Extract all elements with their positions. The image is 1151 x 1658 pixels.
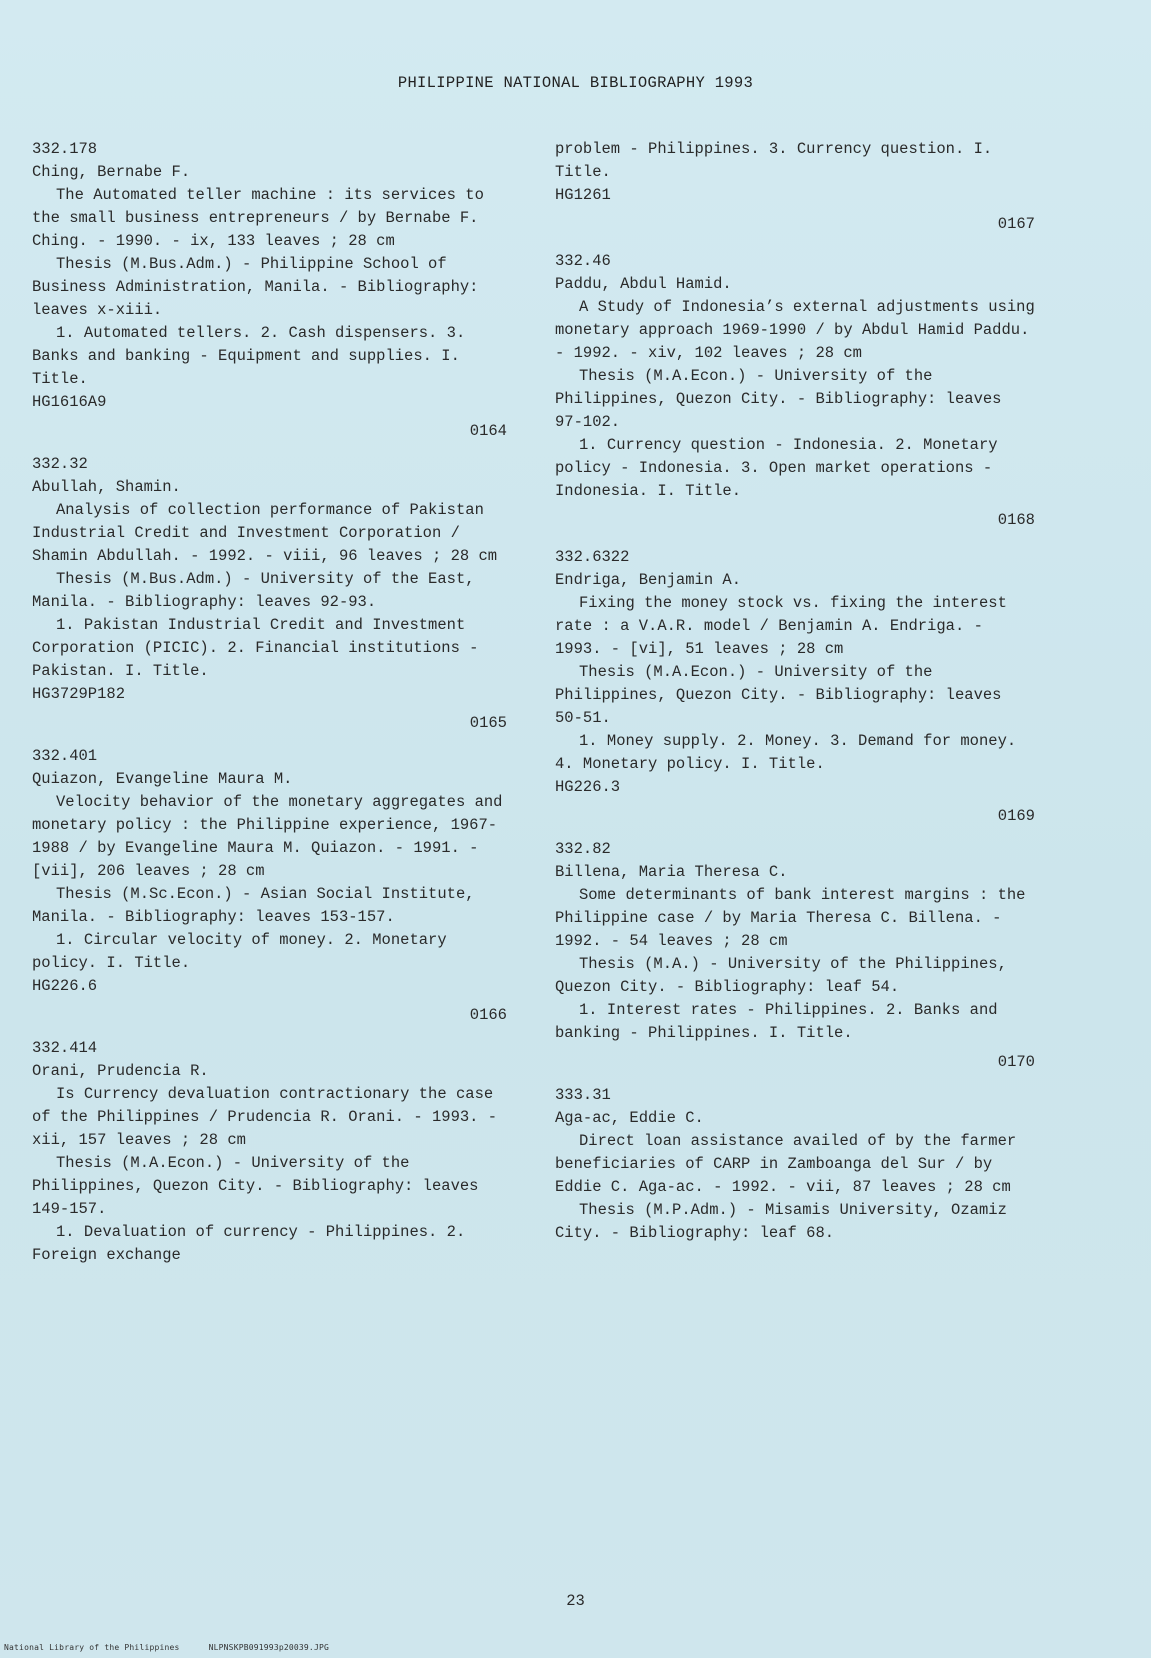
author: Billena, Maria Theresa C.: [555, 863, 788, 881]
page-number: 23: [566, 1592, 585, 1610]
thesis-note: Thesis (M.P.Adm.) - Misamis University, Ozamiz City. - Bibliography: leaf 68.: [555, 1201, 1007, 1242]
entry-number: 0169: [997, 807, 1035, 825]
call-number: 332.6322: [555, 548, 630, 566]
right-column: [555, 138, 1035, 1245]
entry-0166: [32, 745, 507, 1027]
title-statement: A Study of Indonesia’s external adjustments using monetary approach 1969-1990 / by Abdul Hamid Paddu. - 1992. - xiv, 102 leaves ; 28 cm: [555, 298, 1035, 362]
entry-number: 0164: [469, 422, 507, 440]
entry-0167-part1: [32, 1037, 507, 1267]
left-column: [32, 138, 507, 1267]
entry-number: 0170: [997, 1053, 1035, 1071]
subjects: 1. Pakistan Industrial Credit and Investment Corporation (PICIC). 2. Financial institutions - Pakistan. I. Title.: [32, 616, 479, 680]
thesis-note: Thesis (M.A.Econ.) - University of the Philippines, Quezon City. - Bibliography: leaves 97-102.: [555, 367, 1002, 431]
call-number: 332.178: [32, 140, 98, 158]
entry-number: 0166: [469, 1006, 507, 1024]
call-number: 332.32: [32, 455, 88, 473]
title-statement: Velocity behavior of the monetary aggregates and monetary policy : the Philippine experience, 1967-1988 / by Evangeline Maura M. Quiazon. - 1991. - [vii], 206 leaves ; 28 cm: [32, 793, 503, 880]
entry-0169: [555, 546, 1035, 828]
entry-number: 0168: [997, 511, 1035, 529]
thesis-note: Thesis (M.Bus.Adm.) - Philippine School of Business Administration, Manila. - Bibliography: leaves x-xiii.: [32, 255, 479, 319]
classification: HG1261: [555, 186, 611, 204]
author: Paddu, Abdul Hamid.: [555, 275, 732, 293]
call-number: 333.31: [555, 1086, 611, 1104]
subjects: 1. Interest rates - Philippines. 2. Banks and banking - Philippines. I. Title.: [555, 1001, 998, 1042]
entry-0167-part2: [555, 138, 1035, 236]
title-statement: Some determinants of bank interest margins : the Philippine case / by Maria Theresa C. Billena. - 1992. - 54 leaves ; 28 cm: [555, 886, 1026, 950]
author: Ching, Bernabe F.: [32, 163, 191, 181]
title-statement: The Automated teller machine : its services to the small business entrepreneurs / by Bernabe F. Ching. - 1990. - ix, 133 leaves ; 28 cm: [32, 186, 484, 250]
call-number: 332.401: [32, 747, 98, 765]
author: Orani, Prudencia R.: [32, 1062, 209, 1080]
author: Abullah, Shamin.: [32, 478, 181, 496]
call-number: 332.414: [32, 1039, 98, 1057]
scan-footer: [4, 1643, 353, 1652]
subjects-continued: problem - Philippines. 3. Currency question. I. Title.: [555, 140, 993, 181]
classification: HG226.3: [555, 778, 621, 796]
entry-number: 0167: [997, 215, 1035, 233]
classification: HG1616A9: [32, 393, 107, 411]
title-statement: Is Currency devaluation contractionary the case of the Philippines / Prudencia R. Orani. - 1993. - xii, 157 leaves ; 28 cm: [32, 1085, 498, 1149]
library-credit: National Library of the Philippines: [4, 1643, 180, 1652]
page-header: PHILIPPINE NATIONAL BIBLIOGRAPHY 1993: [397, 74, 754, 92]
call-number: 332.82: [555, 840, 611, 858]
thesis-note: Thesis (M.A.Econ.) - University of the Philippines, Quezon City. - Bibliography: leaves 50-51.: [555, 663, 1002, 727]
thesis-note: Thesis (M.Bus.Adm.) - University of the East, Manila. - Bibliography: leaves 92-93.: [32, 570, 475, 611]
thesis-note: Thesis (M.A.Econ.) - University of the Philippines, Quezon City. - Bibliography: leaves 149-157.: [32, 1154, 479, 1218]
subjects: 1. Devaluation of currency - Philippines. 2. Foreign exchange: [32, 1223, 466, 1264]
entry-0171: [555, 1084, 1035, 1245]
author: Endriga, Benjamin A.: [555, 571, 742, 589]
file-id: NLPNSKPB091993p20039.JPG: [208, 1643, 330, 1652]
title-statement: Analysis of collection performance of Pakistan Industrial Credit and Investment Corporation / Shamin Abdullah. - 1992. - viii, 96 leaves ; 28 cm: [32, 501, 498, 565]
author: Quiazon, Evangeline Maura M.: [32, 770, 293, 788]
subjects: 1. Currency question - Indonesia. 2. Monetary policy - Indonesia. 3. Open market operations - Indonesia. I. Title.: [555, 436, 998, 500]
classification: HG3729P182: [32, 685, 126, 703]
thesis-note: Thesis (M.A.) - University of the Philippines, Quezon City. - Bibliography: leaf 54.: [555, 955, 1007, 996]
entry-0170: [555, 838, 1035, 1074]
call-number: 332.46: [555, 252, 611, 270]
entry-0168: [555, 250, 1035, 532]
thesis-note: Thesis (M.Sc.Econ.) - Asian Social Institute, Manila. - Bibliography: leaves 153-157.: [32, 885, 475, 926]
entry-0164: [32, 138, 507, 443]
subjects: 1. Automated tellers. 2. Cash dispensers. 3. Banks and banking - Equipment and supplies. I. Title.: [32, 324, 466, 388]
subjects: 1. Circular velocity of money. 2. Monetary policy. I. Title.: [32, 931, 447, 972]
classification: HG226.6: [32, 977, 98, 995]
author: Aga-ac, Eddie C.: [555, 1109, 704, 1127]
entry-0165: [32, 453, 507, 735]
title-statement: Fixing the money stock vs. fixing the interest rate : a V.A.R. model / Benjamin A. Endriga. - 1993. - [vi], 51 leaves ; 28 cm: [555, 594, 1007, 658]
subjects: 1. Money supply. 2. Money. 3. Demand for money. 4. Monetary policy. I. Title.: [555, 732, 1017, 773]
entry-number: 0165: [469, 714, 507, 732]
title-statement: Direct loan assistance availed of by the farmer beneficiaries of CARP in Zamboanga del Sur / by Eddie C. Aga-ac. - 1992. - vii, 87 leaves ; 28 cm: [555, 1132, 1017, 1196]
